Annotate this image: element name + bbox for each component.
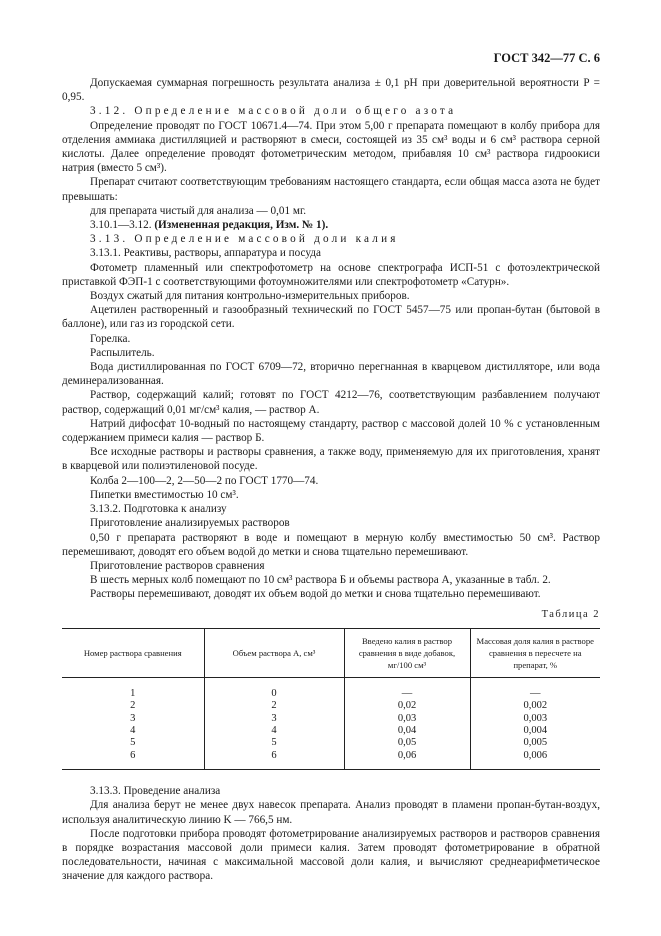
table-cell: 5 [204,737,344,749]
table-header-cell: Массовая доля калия в растворе сравнения в пересчете на препарат, % [470,628,600,677]
paragraph: Для анализа берут не менее двух навесок препарата. Анализ проводят в пламени пропан-бутан-воздух, используя аналитическую линию K — 766,5 нм. [62,799,600,826]
paragraph: Натрий дифосфат 10-водный по настоящему стандарту, раствор с массовой долей 10 % с установленным содержанием примеси калия — раствор Б. [62,417,600,445]
reference-solutions-table [62,628,600,770]
paragraph: Горелка. [90,332,131,345]
paragraph: Фотометр пламенный или спектрофотометр на основе спектрографа ИСП-51 с фотоэлектрической приставкой ФЭП-1 с соответствующими фотоумножителями или спектрофотометр «Сатурн». [62,261,600,288]
table-cell: — [344,677,470,700]
table-cell: 1 [130,687,136,699]
page-header: ГОСТ 342—77 С. 6 [493,51,600,65]
table-cell: 0,02 [344,700,470,712]
paragraph: Все исходные растворы и растворы сравнения, а также воду, применяемую для их приготовления, хранят в кварцевой или полиэтиленовой посуде. [62,446,600,473]
paragraph: Приготовление анализируемых растворов [90,517,290,530]
table-row [62,737,600,749]
paragraph: Допускаемая суммарная погрешность результата анализа ± 0,1 pH при доверительной вероятности P = 0,95. [62,77,600,104]
table-cell: 0 [204,677,344,700]
table-cell: 4 [130,724,136,736]
paragraph: После подготовки прибора проводят фотометрирование анализируемых растворов и растворов сравнения в порядке возрастания массовой доли примеси калия. Затем проводят фотометрирование в обратной последовательности, начиная с максимальной массовой доли калия, и вычисляют среднеарифметическое значение для каждого раствора. [62,827,600,883]
table-cell: 3 [130,712,136,724]
amendment-label: (Измененная редакция, Изм. № 1). [154,219,329,232]
section-heading: 3.13. Определение массовой доли калия [90,233,399,246]
paragraph: Препарат считают соответствующим требованиям настоящего стандарта, если общая масса азота не будет превышать: [62,176,600,203]
table-header-cell: Номер раствора сравнения [62,628,204,677]
table-caption: Таблица 2 [541,608,600,620]
table-header-cell: Введено калия в раствор сравнения в виде добавок, мг/100 см³ [344,628,470,677]
table-cell: 0,05 [344,737,470,749]
paragraph: Определение проводят по ГОСТ 10671.4—74. При этом 5,00 г препарата помещают в колбу прибора для отделения аммиака дистилляцией и растворяют в смеси, состоящей из 35 см³ воды и 6 см³ раствора серной кислоты. Далее определение проводят фотометрическим методом, прибавляя 10 см³ раствора гидроокиси натрия (вместо 5 см³). [62,119,600,175]
paragraph: Воздух сжатый для питания контрольно-измерительных приборов. [90,290,410,303]
table-row [62,725,600,737]
table-cell: 0,04 [344,725,470,737]
paragraph: 0,50 г препарата растворяют в воде и помещают в мерную колбу вместимостью 50 см³. Раствор перемешивают, доводят его объем водой до метки и снова тщательно перемешивают. [62,531,600,558]
table-cell: 0,003 [470,713,600,725]
paragraph: Распылитель. [90,346,155,359]
paragraph: Ацетилен растворенный и газообразный технический по ГОСТ 5457—75 или пропан-бутан (бытовой в баллоне), или газ из городской сети. [62,304,600,331]
section-heading: 3.12. Определение массовой доли общего азота [90,105,457,118]
table-cell: 0,03 [344,713,470,725]
paragraph: Растворы перемешивают, доводят их объем водой до метки и снова тщательно перемешивают. [90,588,541,601]
table-row [62,713,600,725]
paragraph: Колба 2—100—2, 2—50—2 по ГОСТ 1770—74. [90,474,319,487]
paragraph: для препарата чистый для анализа — 0,01 мг. [90,204,307,217]
paragraph: Приготовление растворов сравнения [90,559,265,572]
amendment-ref: 3.10.1—3.12. [90,219,152,232]
table-cell: 0,002 [470,700,600,712]
document-body [62,76,600,884]
paragraph: Пипетки вместимостью 10 см³. [90,488,239,501]
table-cell: 0,06 [344,750,470,770]
paragraph: Вода дистиллированная по ГОСТ 6709—72, вторично перегнанная в кварцевом дистилляторе, или вода деминерализованная. [62,361,600,388]
paragraph: В шесть мерных колб помещают по 10 см³ раствора Б и объемы раствора А, указанные в табл. 2. [90,574,551,587]
table-cell: 0,006 [470,750,600,770]
table-cell: 6 [204,750,344,770]
table-cell: 4 [204,725,344,737]
table-header-cell: Объем раствора А, см³ [204,628,344,677]
subsection-heading: 3.13.3. Проведение анализа [90,785,221,798]
table-cell: — [470,677,600,700]
table-header-row [62,628,600,677]
table-cell: 3 [204,713,344,725]
table-cell: 2 [204,700,344,712]
table-cell: 0,004 [470,725,600,737]
amendment-note [62,218,600,232]
paragraph: Раствор, содержащий калий; готовят по ГОСТ 4212—76, соответствующим разбавлением получают раствор, содержащий 0,01 мг/см³ калия, — раствор А. [62,389,600,416]
table-cell: 6 [62,750,204,770]
table-cell: 5 [130,737,136,749]
subsection-heading: 3.13.1. Реактивы, растворы, аппаратура и посуда [90,247,321,260]
table-row [62,700,600,712]
table-row [62,677,600,700]
table-cell: 0,005 [470,737,600,749]
subsection-heading: 3.13.2. Подготовка к анализу [90,503,227,516]
table-row [62,750,600,770]
table-cell: 2 [130,700,136,712]
